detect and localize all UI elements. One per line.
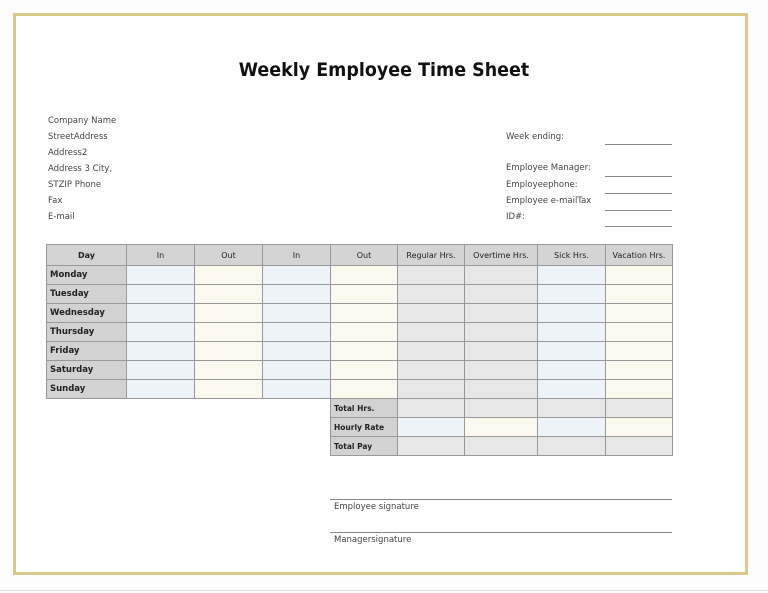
rate-overtime[interactable] bbox=[465, 418, 538, 437]
overtime-hrs-cell[interactable] bbox=[465, 380, 538, 399]
out-cell[interactable] bbox=[331, 266, 398, 285]
out-cell[interactable] bbox=[195, 323, 263, 342]
summary-row-total-pay bbox=[47, 437, 673, 456]
out-cell[interactable] bbox=[331, 285, 398, 304]
id-label: ID#: bbox=[506, 212, 526, 222]
day-label: Tuesday bbox=[47, 285, 127, 304]
total-vacation-hrs[interactable] bbox=[606, 399, 673, 418]
summary-row-total-hrs bbox=[47, 399, 673, 418]
sick-hrs-cell[interactable] bbox=[538, 266, 606, 285]
regular-hrs-cell[interactable] bbox=[398, 285, 465, 304]
overtime-hrs-cell[interactable] bbox=[465, 361, 538, 380]
in-cell[interactable] bbox=[127, 342, 195, 361]
timesheet-table bbox=[46, 244, 673, 456]
vacation-hrs-cell[interactable] bbox=[606, 285, 673, 304]
overtime-hrs-cell[interactable] bbox=[465, 304, 538, 323]
out-cell[interactable] bbox=[331, 323, 398, 342]
rate-vacation[interactable] bbox=[606, 418, 673, 437]
in-cell[interactable] bbox=[263, 285, 331, 304]
employee-signature-label: Employee signature bbox=[334, 502, 419, 512]
pay-overtime[interactable] bbox=[465, 437, 538, 456]
sick-hrs-cell[interactable] bbox=[538, 285, 606, 304]
day-label: Thursday bbox=[47, 323, 127, 342]
summary-row-hourly-rate bbox=[47, 418, 673, 437]
company-name-label: Company Name bbox=[48, 116, 117, 126]
total-overtime-hrs[interactable] bbox=[465, 399, 538, 418]
out-cell[interactable] bbox=[195, 266, 263, 285]
sick-hrs-cell[interactable] bbox=[538, 361, 606, 380]
email-label: E-mail bbox=[48, 212, 75, 222]
regular-hrs-cell[interactable] bbox=[398, 342, 465, 361]
in-cell[interactable] bbox=[127, 266, 195, 285]
pay-vacation[interactable] bbox=[606, 437, 673, 456]
in-cell[interactable] bbox=[127, 361, 195, 380]
header-in-2: In bbox=[263, 245, 331, 266]
overtime-hrs-cell[interactable] bbox=[465, 285, 538, 304]
manager-signature-line[interactable] bbox=[330, 532, 672, 533]
out-cell[interactable] bbox=[195, 380, 263, 399]
summary-label: Total Pay bbox=[331, 437, 398, 456]
table-row bbox=[47, 361, 673, 380]
employee-email-tax-label: Employee e-mailTax bbox=[506, 196, 592, 206]
sick-hrs-cell[interactable] bbox=[538, 342, 606, 361]
header-regular-hrs: Regular Hrs. bbox=[398, 245, 465, 266]
address2-label: Address2 bbox=[48, 148, 88, 158]
regular-hrs-cell[interactable] bbox=[398, 266, 465, 285]
regular-hrs-cell[interactable] bbox=[398, 323, 465, 342]
overtime-hrs-cell[interactable] bbox=[465, 342, 538, 361]
employee-signature-line[interactable] bbox=[330, 499, 672, 500]
summary-label: Total Hrs. bbox=[331, 399, 398, 418]
sick-hrs-cell[interactable] bbox=[538, 304, 606, 323]
table-row bbox=[47, 304, 673, 323]
rate-sick[interactable] bbox=[538, 418, 606, 437]
day-label: Sunday bbox=[47, 380, 127, 399]
table-row bbox=[47, 285, 673, 304]
header-out-2: Out bbox=[331, 245, 398, 266]
in-cell[interactable] bbox=[263, 361, 331, 380]
day-label: Wednesday bbox=[47, 304, 127, 323]
overtime-hrs-cell[interactable] bbox=[465, 266, 538, 285]
vacation-hrs-cell[interactable] bbox=[606, 323, 673, 342]
bottom-divider bbox=[0, 590, 768, 591]
employee-manager-label: Employee Manager: bbox=[506, 163, 591, 173]
header-vacation-hrs: Vacation Hrs. bbox=[606, 245, 673, 266]
employee-phone-label: Employeephone: bbox=[506, 180, 578, 190]
table-row bbox=[47, 342, 673, 361]
header-in-1: In bbox=[127, 245, 195, 266]
regular-hrs-cell[interactable] bbox=[398, 304, 465, 323]
fax-label: Fax bbox=[48, 196, 63, 206]
out-cell[interactable] bbox=[195, 285, 263, 304]
in-cell[interactable] bbox=[127, 304, 195, 323]
manager-signature-label: Managersignature bbox=[334, 535, 412, 545]
id-field[interactable] bbox=[605, 226, 672, 227]
employee-email-field[interactable] bbox=[605, 210, 672, 211]
header-overtime-hrs: Overtime Hrs. bbox=[465, 245, 538, 266]
vacation-hrs-cell[interactable] bbox=[606, 380, 673, 399]
sick-hrs-cell[interactable] bbox=[538, 323, 606, 342]
table-row bbox=[47, 266, 673, 285]
header-out-1: Out bbox=[195, 245, 263, 266]
out-cell[interactable] bbox=[331, 380, 398, 399]
out-cell[interactable] bbox=[331, 342, 398, 361]
day-label: Monday bbox=[47, 266, 127, 285]
header-sick-hrs: Sick Hrs. bbox=[538, 245, 606, 266]
table-row bbox=[47, 323, 673, 342]
regular-hrs-cell[interactable] bbox=[398, 361, 465, 380]
sick-hrs-cell[interactable] bbox=[538, 380, 606, 399]
employee-manager-field[interactable] bbox=[605, 176, 672, 177]
week-ending-field[interactable] bbox=[605, 144, 672, 145]
overtime-hrs-cell[interactable] bbox=[465, 323, 538, 342]
week-ending-label: Week ending: bbox=[506, 132, 565, 142]
in-cell[interactable] bbox=[263, 304, 331, 323]
employee-phone-field[interactable] bbox=[605, 193, 672, 194]
vacation-hrs-cell[interactable] bbox=[606, 342, 673, 361]
vacation-hrs-cell[interactable] bbox=[606, 361, 673, 380]
total-regular-hrs[interactable] bbox=[398, 399, 465, 418]
in-cell[interactable] bbox=[263, 323, 331, 342]
pay-sick[interactable] bbox=[538, 437, 606, 456]
out-cell[interactable] bbox=[195, 361, 263, 380]
page-title: Weekly Employee Time Sheet bbox=[238, 59, 530, 81]
day-label: Saturday bbox=[47, 361, 127, 380]
header-day: Day bbox=[47, 245, 127, 266]
vacation-hrs-cell[interactable] bbox=[606, 266, 673, 285]
total-sick-hrs[interactable] bbox=[538, 399, 606, 418]
rate-regular[interactable] bbox=[398, 418, 465, 437]
in-cell[interactable] bbox=[127, 380, 195, 399]
day-label: Friday bbox=[47, 342, 127, 361]
out-cell[interactable] bbox=[331, 361, 398, 380]
table-row bbox=[47, 380, 673, 399]
in-cell[interactable] bbox=[127, 285, 195, 304]
in-cell[interactable] bbox=[263, 342, 331, 361]
in-cell[interactable] bbox=[127, 323, 195, 342]
table-header-row bbox=[47, 245, 673, 266]
vacation-hrs-cell[interactable] bbox=[606, 304, 673, 323]
out-cell[interactable] bbox=[195, 304, 263, 323]
out-cell[interactable] bbox=[331, 304, 398, 323]
out-cell[interactable] bbox=[195, 342, 263, 361]
state-zip-phone-label: STZIP Phone bbox=[48, 180, 102, 190]
address3-city-label: Address 3 City, bbox=[48, 164, 113, 174]
summary-label: Hourly Rate bbox=[331, 418, 398, 437]
pay-regular[interactable] bbox=[398, 437, 465, 456]
street-address-label: StreetAddress bbox=[48, 132, 108, 142]
in-cell[interactable] bbox=[263, 266, 331, 285]
in-cell[interactable] bbox=[263, 380, 331, 399]
regular-hrs-cell[interactable] bbox=[398, 380, 465, 399]
